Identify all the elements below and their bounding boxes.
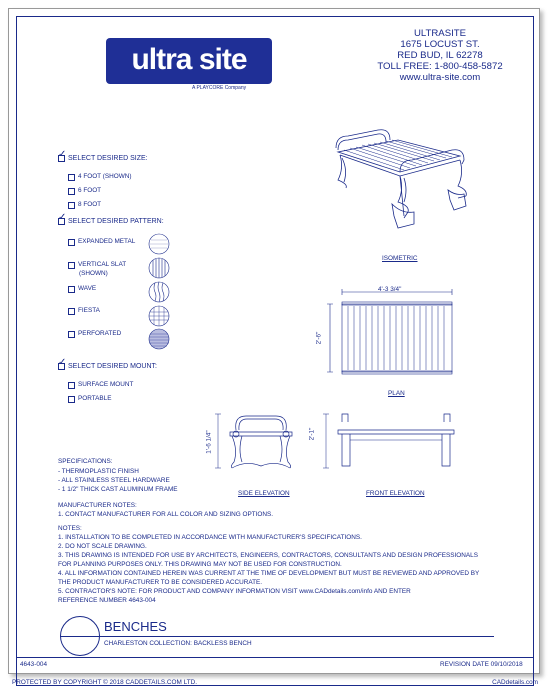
notes-heading: NOTES: [58, 525, 82, 532]
company-info [360, 28, 520, 83]
checkbox-icon[interactable] [68, 174, 75, 181]
size-option-4ft[interactable]: 4 FOOT (SHOWN) [68, 173, 132, 181]
plan-view [322, 288, 472, 378]
pattern-option-fiesta[interactable]: FIESTA [68, 307, 100, 315]
checkbox-icon[interactable] [68, 382, 75, 389]
front-elevation-label: FRONT ELEVATION [366, 490, 425, 497]
side-elevation-view [212, 410, 302, 480]
checkbox-icon[interactable] [68, 262, 75, 269]
pattern-option-wave[interactable]: WAVE [68, 285, 96, 293]
mount-option-surface[interactable]: SURFACE MOUNT [68, 381, 133, 389]
front-height-dimension: 2'-1" [308, 427, 316, 441]
checkbox-icon[interactable] [68, 202, 75, 209]
logo-subtitle: A PLAYCORE Company [192, 85, 247, 91]
wave-swatch-icon [149, 282, 169, 302]
fiesta-swatch-icon [149, 306, 169, 326]
specifications-heading: SPECIFICATIONS: [58, 458, 113, 465]
bottom-divider [16, 657, 534, 658]
mount-heading[interactable]: ✓ SELECT DESIRED MOUNT: [58, 362, 157, 371]
sheet-title: BENCHES [104, 619, 167, 634]
company-web[interactable]: www.ultra-site.com [399, 72, 481, 83]
expanded-metal-swatch-icon [149, 234, 169, 254]
note-line: 3. THIS DRAWING IS INTENDED FOR USE BY ARCHITECTS, ENGINEERS, CONTRACTORS, CONSULTANTS AND DESIGN PROFESSIONALS [58, 552, 478, 559]
isometric-view [328, 128, 470, 246]
company-name: ULTRASITE [413, 28, 467, 39]
checkbox-icon[interactable] [68, 308, 75, 315]
note-line: 2. DO NOT SCALE DRAWING. [58, 543, 147, 550]
isometric-label: ISOMETRIC [382, 255, 418, 262]
reference-number: 4643-004 [20, 661, 48, 668]
note-line: REFERENCE NUMBER 4643-004 [58, 597, 156, 604]
note-line: 5. CONTRACTOR'S NOTE: FOR PRODUCT AND COMPANY INFORMATION VISIT www.CADdetails.com/info AND ENTER [58, 588, 411, 595]
pattern-swatches [144, 230, 174, 350]
plan-label: PLAN [388, 390, 405, 397]
footer [12, 679, 538, 686]
pattern-option-perforated[interactable]: PERFORATED [68, 330, 121, 338]
company-street: 1675 LOCUST ST. [400, 39, 480, 50]
copyright-text: PROTECTED BY COPYRIGHT © 2018 CADDETAILS.COM LTD. [12, 679, 197, 686]
checkbox-icon[interactable] [68, 188, 75, 195]
checkbox-icon[interactable] [58, 363, 65, 370]
checkbox-icon[interactable] [68, 396, 75, 403]
checkbox-icon[interactable] [68, 239, 75, 246]
note-line: 4. ALL INFORMATION CONTAINED HEREIN WAS CURRENT AT THE TIME OF DEVELOPMENT BUT MUST BE REVIEWED AND APPROVED BY [58, 570, 480, 577]
checkbox-icon[interactable] [58, 155, 65, 162]
side-elevation-label: SIDE ELEVATION [238, 490, 290, 497]
company-city: RED BUD, IL 62278 [397, 50, 483, 61]
spec-item: - 1 1/2" THICK CAST ALUMINUM FRAME [58, 486, 178, 493]
perforated-swatch-icon [149, 329, 169, 349]
note-line: THE PRODUCT MANUFACTURER TO BE CONSIDERED ACCURATE. [58, 579, 263, 586]
size-option-6ft[interactable]: 6 FOOT [68, 187, 101, 195]
note-line: 1. INSTALLATION TO BE COMPLETED IN ACCORDANCE WITH MANUFACTURER'S SPECIFICATIONS. [58, 534, 362, 541]
vertical-slat-swatch-icon [149, 258, 169, 278]
size-option-8ft[interactable]: 8 FOOT [68, 201, 101, 209]
title-divider [60, 636, 494, 637]
manufacturer-note: 1. CONTACT MANUFACTURER FOR ALL COLOR AND SIZING OPTIONS. [58, 511, 274, 518]
pattern-option-vertical-slat[interactable]: VERTICAL SLAT [68, 261, 126, 269]
plan-slats [348, 306, 444, 370]
spec-item: - ALL STAINLESS STEEL HARDWARE [58, 477, 170, 484]
plan-depth-dimension: 2'-6" [315, 331, 323, 345]
plan-width-dimension: 4'-3 3/4" [378, 286, 402, 293]
side-height-dimension: 1'-6 1/4" [205, 430, 213, 454]
pattern-heading[interactable]: ✓ SELECT DESIRED PATTERN: [58, 217, 164, 226]
size-heading[interactable]: ✓ SELECT DESIRED SIZE: [58, 154, 148, 163]
ultrasite-logo: ultra site [106, 38, 272, 84]
spec-item: - THERMOPLASTIC FINISH [58, 468, 139, 475]
checkbox-icon[interactable] [68, 331, 75, 338]
sheet-subtitle: CHARLESTON COLLECTION: BACKLESS BENCH [104, 640, 252, 647]
revision-date: REVISION DATE 09/10/2018 [440, 661, 523, 668]
checkbox-icon[interactable] [58, 218, 65, 225]
pattern-option-expanded-metal[interactable]: EXPANDED METAL [68, 238, 135, 246]
pattern-shown-label: (SHOWN) [79, 270, 108, 277]
caddetails-link[interactable]: CADdetails.com [492, 679, 538, 686]
front-elevation-view [318, 410, 468, 480]
company-phone: TOLL FREE: 1-800-458-5872 [377, 61, 503, 72]
note-line: FOR PLANNING PURPOSES ONLY. THIS DRAWING MAY NOT BE USED FOR CONSTRUCTION. [58, 561, 342, 568]
checkbox-icon[interactable] [68, 286, 75, 293]
mount-option-portable[interactable]: PORTABLE [68, 395, 112, 403]
manufacturer-notes-heading: MANUFACTURER NOTES: [58, 502, 137, 509]
